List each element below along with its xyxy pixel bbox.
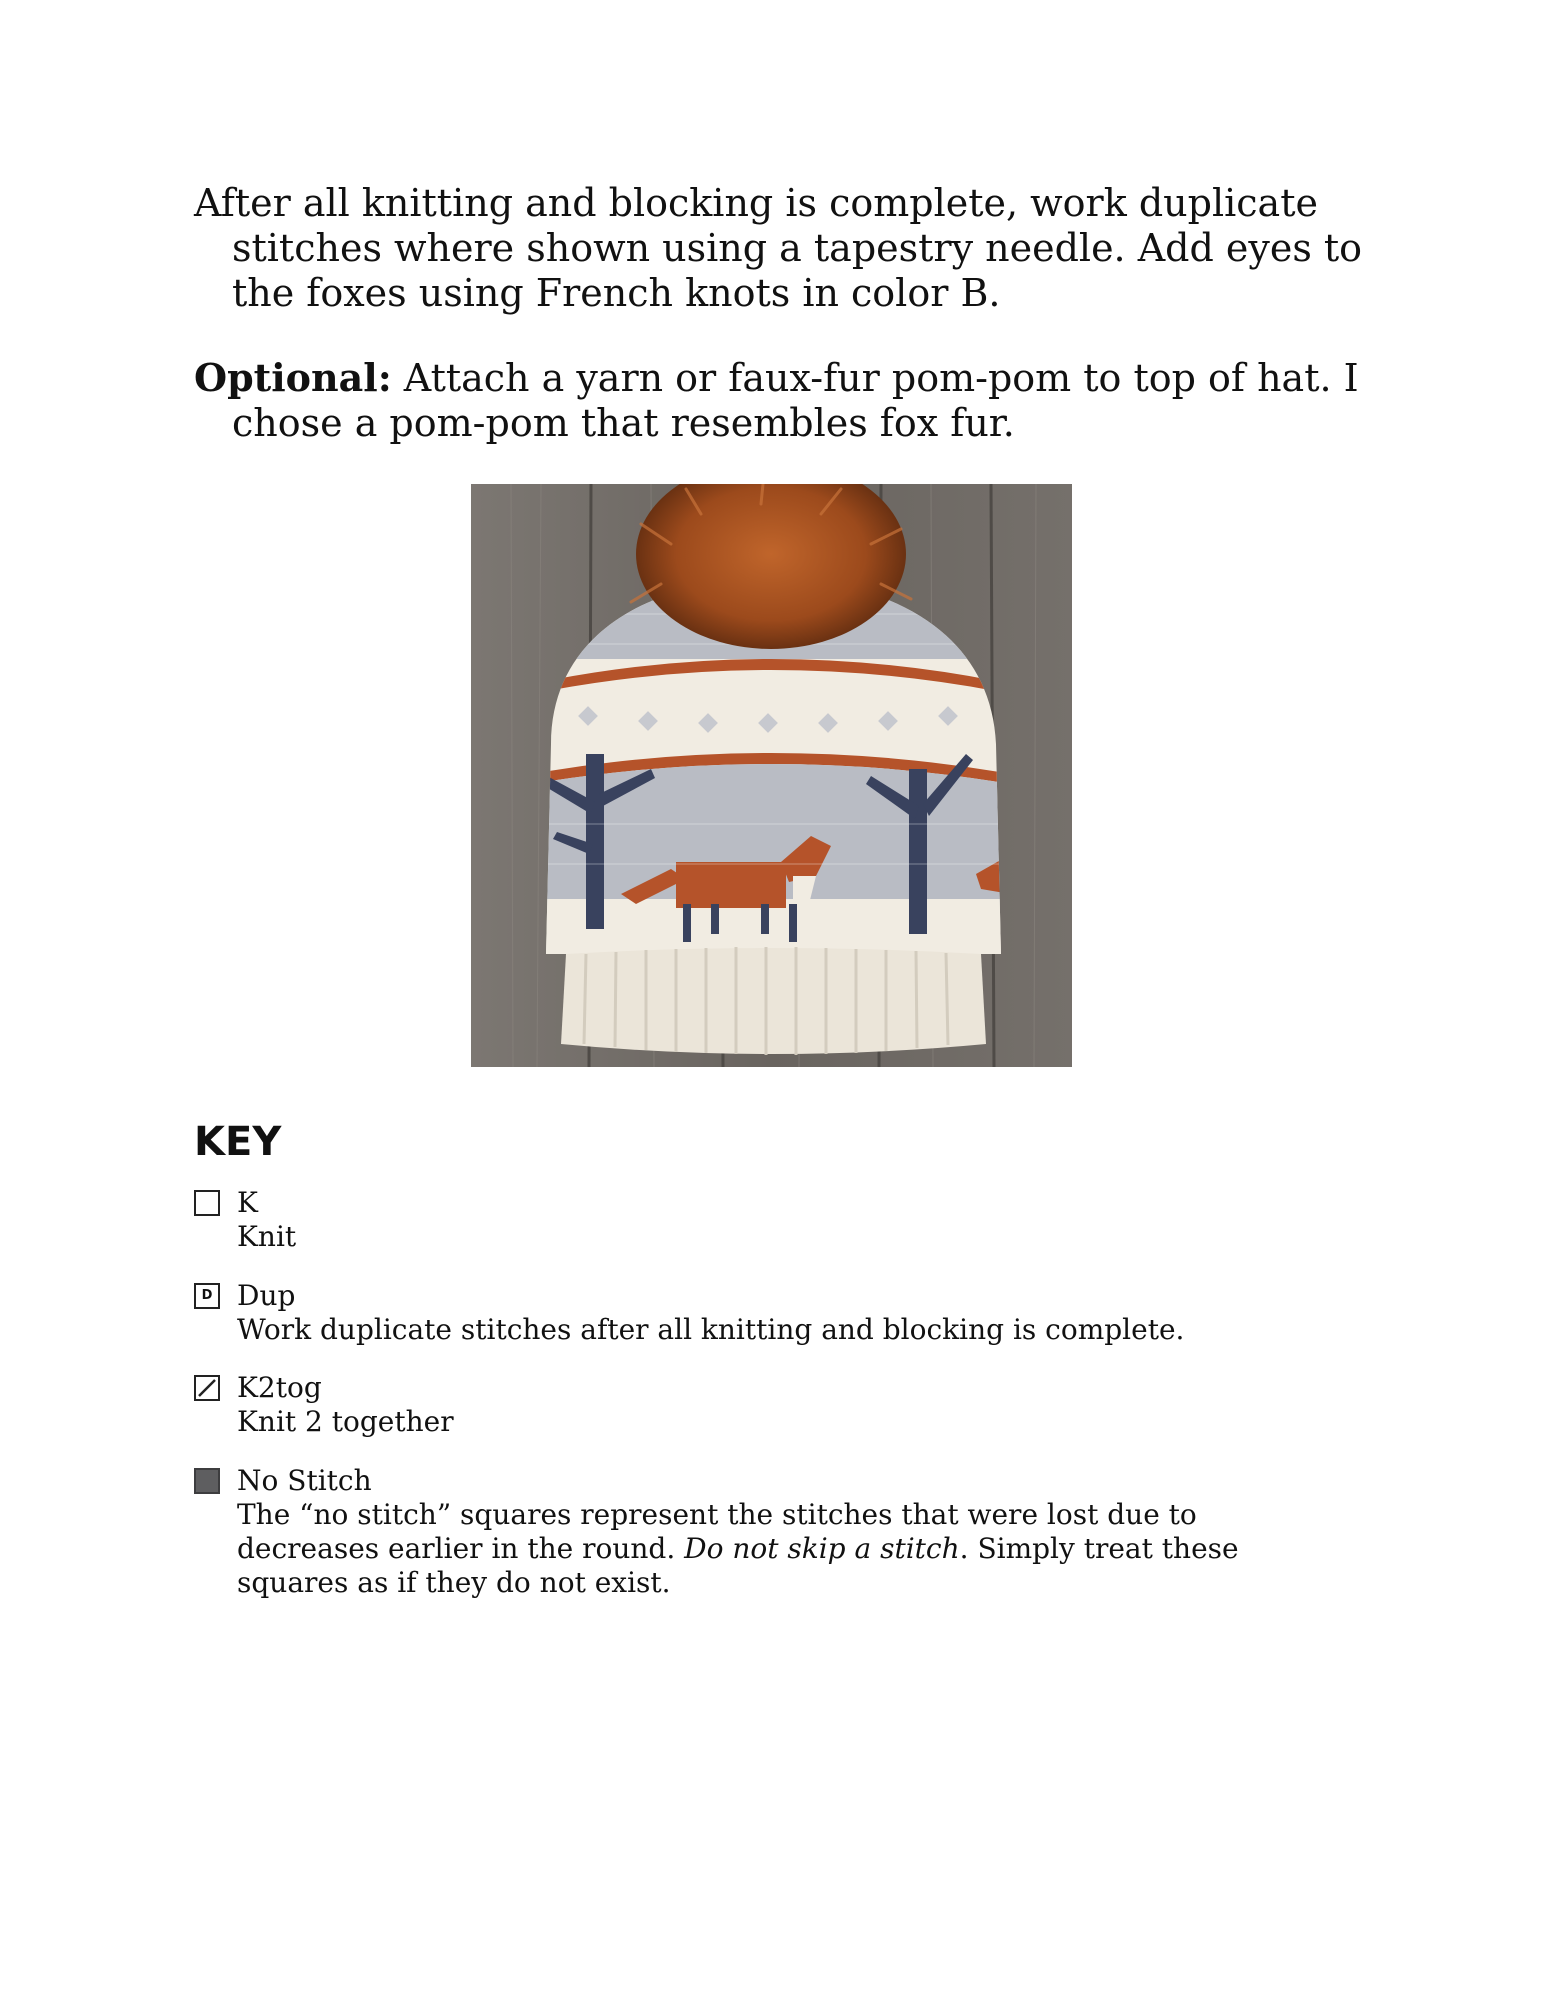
key-abbreviation: K2tog [237,1371,322,1404]
key-description: Knit [237,1220,297,1253]
key-abbreviation: K [237,1186,258,1219]
hat-photo [471,484,1072,1067]
instruction-text: After all knitting and blocking is complete, work duplicate stitches where shown using a tapestry needle. Add eyes to the foxes using French knots in color B. [194,181,1363,315]
empty-square-icon [194,1190,220,1216]
key-abbreviation: No Stitch [237,1464,372,1497]
desc-start: The “no stitch” squares represent the stitches that were lost due to decreases earlier in the round. [237,1498,1197,1565]
hat-photo-illustration [471,484,1072,1067]
hat-brim [561,947,986,1055]
key-description: Work duplicate stitches after all knitting and blocking is complete. [237,1313,1185,1346]
key-description [237,1498,1337,1600]
optional-text: Attach a yarn or faux-fur pom-pom to top of hat. I chose a pom-pom that resembles fox fur. [232,356,1359,445]
optional-label: Optional: [194,355,392,400]
desc-emphasis: Do not skip a stitch [684,1532,960,1565]
k2tog-slash-icon [194,1375,220,1401]
duplicate-stitch-icon: D [194,1283,220,1309]
optional-paragraph [194,355,1412,446]
desc-end: . Simply treat these squares as if they do not exist. [237,1532,1239,1599]
key-description: Knit 2 together [237,1405,454,1438]
key-abbreviation: Dup [237,1279,296,1312]
no-stitch-square-icon [194,1468,220,1494]
instruction-paragraph [194,181,1412,316]
key-heading: KEY [194,1119,282,1165]
